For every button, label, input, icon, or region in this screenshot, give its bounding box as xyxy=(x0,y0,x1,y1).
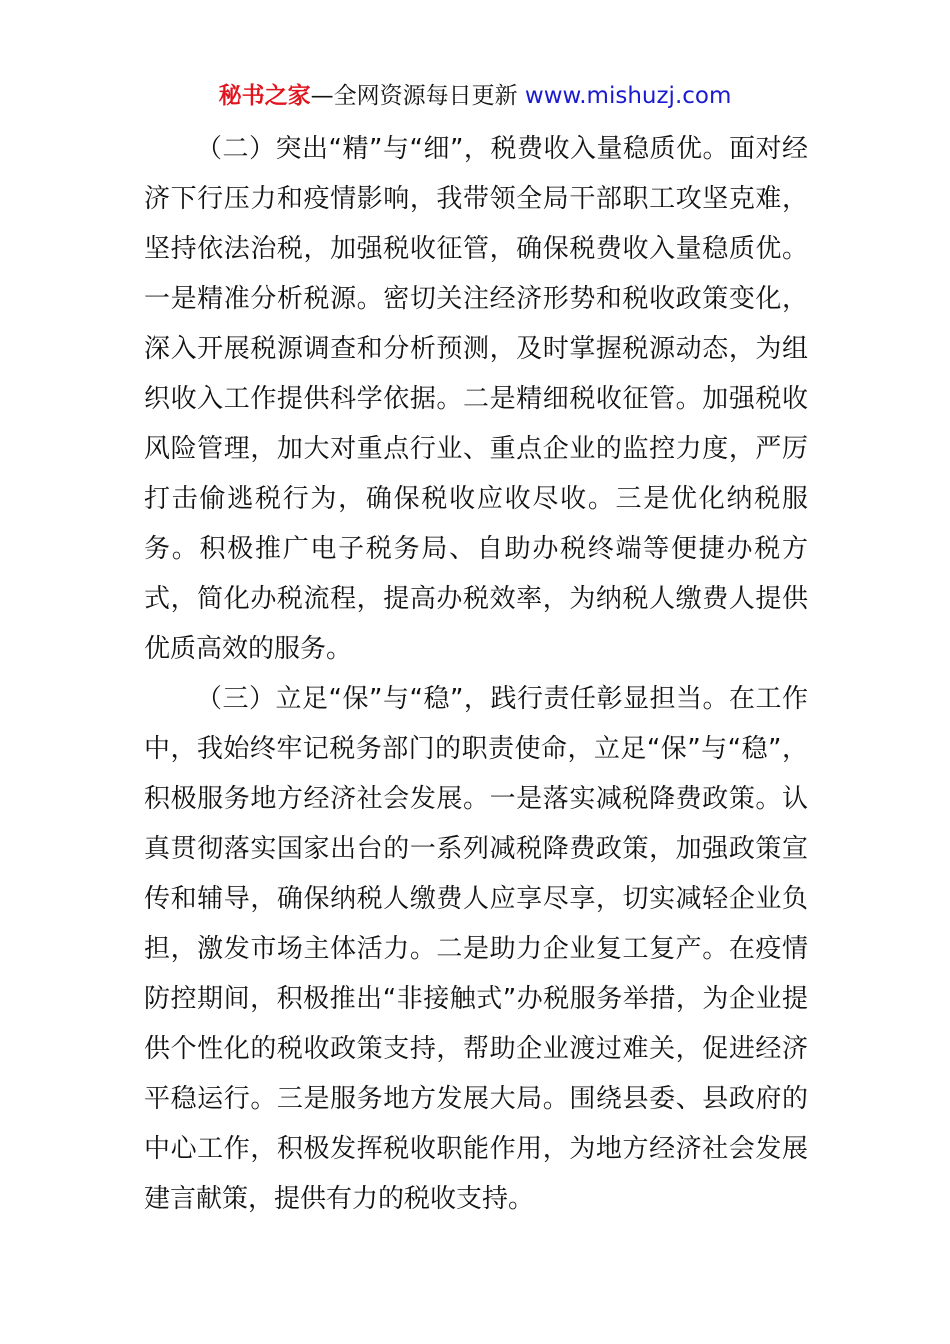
header-tagline: —全网资源每日更新 xyxy=(310,83,525,109)
paragraph-section-3: （三）立足“保”与“稳”，践行责任彰显担当。在工作中，我始终牢记税务部门的职责使命，立足“保”与“稳”，积极服务地方经济社会发展。一是落实减税降费政策。认真贯彻落实国家出台的一系列减税降费政策，加强政策宣传和辅导，确保纳税人缴费人应享尽享，切实减轻企业负担，激发市场主体活力。二是助力企业复工复产。在疫情防控期间，积极推出“非接触式”办税服务举措，为企业提供个性化的税收政策支持，帮助企业渡过难关，促进经济平稳运行。三是服务地方发展大局。围绕县委、县政府的中心工作，积极发挥税收职能作用，为地方经济社会发展建言献策，提供有力的税收支持。 xyxy=(144,684,808,1214)
site-url-link[interactable]: www.mishuzj.com xyxy=(524,83,732,109)
site-header xyxy=(0,80,950,112)
document-body xyxy=(144,124,808,1224)
brand-name: 秘书之家 xyxy=(218,83,311,109)
paragraph-section-2: （二）突出“精”与“细”，税费收入量稳质优。面对经济下行压力和疫情影响，我带领全局干部职工攻坚克难，坚持依法治税，加强税收征管，确保税费收入量稳质优。一是精准分析税源。密切关注经济形势和税收政策变化，深入开展税源调查和分析预测，及时掌握税源动态，为组织收入工作提供科学依据。二是精细税收征管。加强税收风险管理，加大对重点行业、重点企业的监控力度，严厉打击偷逃税行为，确保税收应收尽收。三是优化纳税服务。积极推广电子税务局、自助办税终端等便捷办税方式，简化办税流程，提高办税效率，为纳税人缴费人提供优质高效的服务。 xyxy=(144,134,808,664)
